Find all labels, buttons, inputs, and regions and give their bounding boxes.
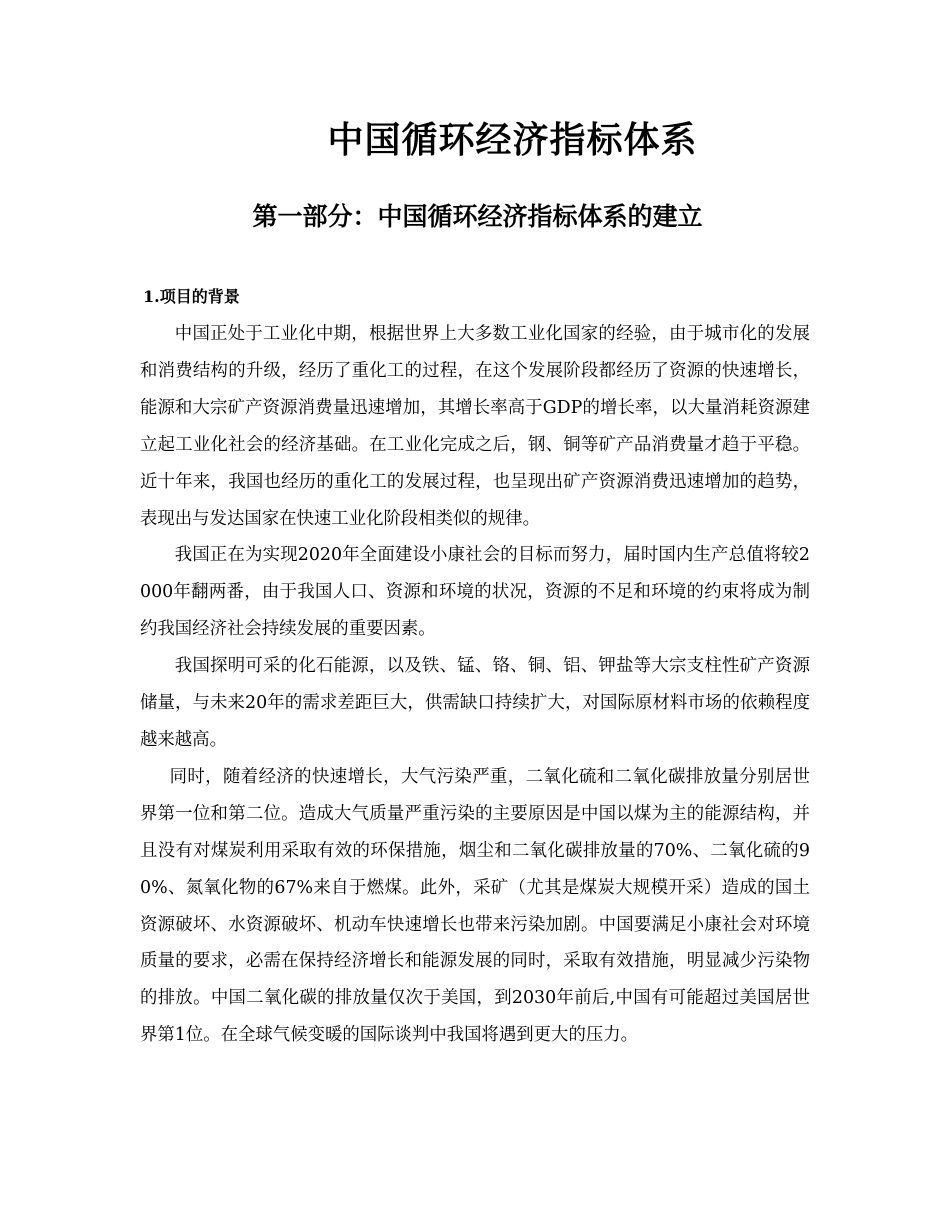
section-heading: 1.项目的背景 [143, 287, 240, 306]
paragraph: 我国探明可采的化石能源，以及铁、锰、铬、铜、铝、钾盐等大宗支柱性矿产资源储量，与未来20年的需求差距巨大，供需缺口持续扩大，对国际原材料市场的依赖程度越来越高。 [140, 656, 810, 750]
body-text [140, 316, 810, 1054]
paragraph: 中国正处于工业化中期，根据世界上大多数工业化国家的经验，由于城市化的发展和消费结构的升级，经历了重化工的过程，在这个发展阶段都经历了资源的快速增长，能源和大宗矿产资源消费量迅速增加，其增长率高于GDP的增长率，以大量消耗资源建立起工业化社会的经济基础。在工业化完成之后，钢、铜等矿产品消费量才趋于平稳。近十年来，我国也经历的重化工的发展过程，也呈现出矿产资源消费迅速增加的趋势，表现出与发达国家在快速工业化阶段相类似的规律。 [140, 324, 810, 529]
paragraph: 同时，随着经济的快速增长，大气污染严重，二氧化硫和二氧化碳排放量分别居世界第一位和第二位。造成大气质量严重污染的主要原因是中国以煤为主的能源结构，并且没有对煤炭利用采取有效的环保措施，烟尘和二氧化碳排放量的70%、二氧化硫的90%、氮氧化物的67%来自于燃煤。此外，采矿（尤其是煤炭大规模开采）造成的国土资源破坏、水资源破坏、机动车快速增长也带来污染加剧。中国要满足小康社会对环境质量的要求，必需在保持经济增长和能源发展的同时，采取有效措施，明显减少污染物的排放。中国二氧化碳的排放量仅次于美国，到2030年前后,中国有可能超过美国居世界第1位。在全球气候变暖的国际谈判中我国将遇到更大的压力。 [140, 766, 810, 1046]
document-title: 中国循环经济指标体系 [327, 119, 698, 161]
paragraph: 我国正在为实现2020年全面建设小康社会的目标而努力，届时国内生产总值将较2000年翻两番，由于我国人口、资源和环境的状况，资源的不足和环境的约束将成为制约我国经济社会持续发展的重要因素。 [140, 545, 810, 640]
part-title: 第一部分：中国循环经济指标体系的建立 [252, 202, 703, 231]
